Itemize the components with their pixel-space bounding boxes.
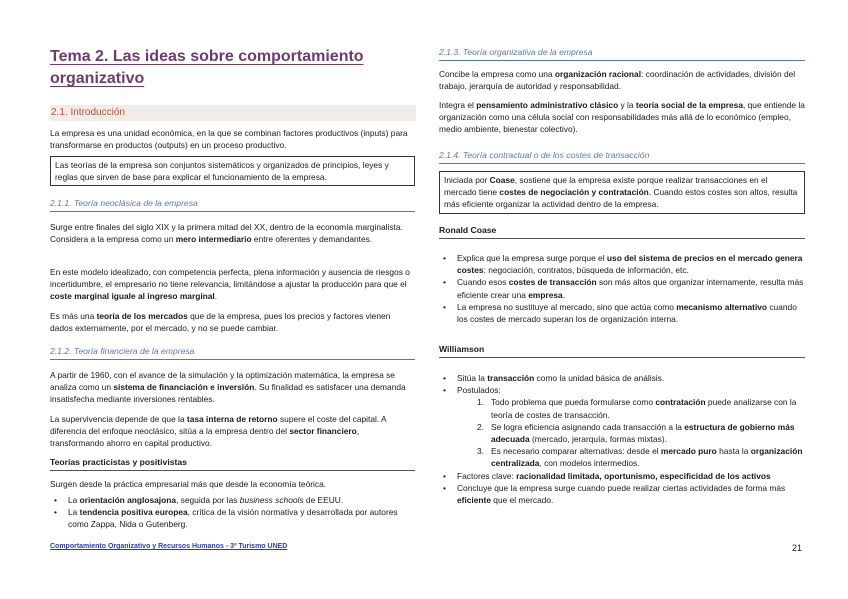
- list-item: • Concluye que la empresa surge cuando puede realizar ciertas actividades de forma más eficiente que el mercado.: [439, 482, 805, 506]
- list-item: • Cuando esos costes de transacción son más altos que organizar internamente, resulta más eficiente crear una empresa.: [439, 276, 805, 300]
- williamson-list: [439, 372, 805, 506]
- list-item: • Postulados:: [439, 384, 805, 396]
- list-item: • La orientación anglosajona, seguida por las business schools de EEUU.: [50, 494, 415, 506]
- intro-paragraph: La empresa es una unidad económica, en la que se combinan factores productivos (inputs) para transformarse en productos (outputs) en un proceso productivo.: [50, 128, 408, 151]
- list-item: • Explica que la empresa surge porque el uso del sistema de precios en el mercado genera costes: negociación, contratos, búsqueda de información, etc.: [439, 252, 805, 276]
- practical-paragraph: Surgen desde la práctica empresarial más que desde la economía teórica.: [50, 479, 327, 489]
- practical-heading: Teorías practicistas y positivistas: [50, 457, 415, 471]
- williamson-heading: Williamson: [439, 344, 805, 358]
- neoclassic-paragraph-3: Es más una teoría de los mercados que de la empresa, pues los precios y factores vienen dados externamente, por el mercado, y no se puede cambiar.: [50, 311, 391, 334]
- financial-paragraph-2: La supervivencia depende de que la tasa interna de retorno supere el coste del capital. A diferencia del enfoque neoclásico, sitúa a la empresa dentro del sector financiero, transformando ahorro en capital productivo.: [50, 414, 387, 449]
- coase-list: [439, 252, 805, 325]
- list-item: • La empresa no sustituye al mercado, sino que actúa como mecanismo alternativo cuando los costes de mercado superan los de organización interna.: [439, 301, 805, 325]
- organizational-paragraph-1: Concibe la empresa como una organización racional: coordinación de actividades, división del trabajo, jerarquía de autoridad y responsabilidad.: [439, 69, 796, 92]
- list-item: • Factores clave: racionalidad limitada, oportunismo, especificidad de los activos: [439, 470, 805, 482]
- contractual-heading: 2.1.4. Teoría contractual o de los costes de transacción: [439, 150, 805, 164]
- postulates-list: [439, 396, 805, 469]
- list-item: • Sitúa la transacción como la unidad básica de análisis.: [439, 372, 805, 384]
- footer-link[interactable]: Comportamiento Organizativo y Recursos Humanos - 3º Turismo UNED: [50, 543, 288, 550]
- organizational-heading: 2.1.3. Teoría organizativa de la empresa: [439, 47, 805, 61]
- coase-heading: Ronald Coase: [439, 225, 805, 239]
- list-item: 2. Se logra eficiencia asignando cada transacción a la estructura de gobierno más adecuada (mercado, jerarquía, formas mixtas).: [477, 421, 795, 445]
- page-number: 21: [792, 543, 803, 553]
- list-item: 1. Todo problema que pueda formularse como contratación puede analizarse con la teoría de costes de transacción.: [477, 397, 797, 420]
- page-title: Tema 2. Las ideas sobre comportamiento organizativo: [50, 48, 364, 87]
- intro-definition-box: Las teorías de la empresa son conjuntos sistemáticos y organizados de principios, leyes y reglas que sirven de base para explicar el funcionamiento de la empresa.: [50, 156, 415, 186]
- neoclassic-heading: 2.1.1. Teoría neoclásica de la empresa: [50, 198, 415, 212]
- organizational-paragraph-2: Integra el pensamiento administrativo clásico y la teoría social de la empresa, que entiende la organización como una célula social con responsabilidades más allá de lo económico (empleo, medio ambiente, bienestar colectivo).: [439, 100, 805, 135]
- financial-paragraph-1: A partir de 1960, con el avance de la simulación y la optimización matemática, la empresa se analiza como un sistema de financiación e inversión. Su finalidad es satisfacer una demanda insatisfecha mediante inversiones rentables.: [50, 370, 406, 405]
- list-item: 3. Es necesario comparar alternativas: desde el mercado puro hasta la organización centralizada, con modelos intermedios.: [477, 446, 803, 469]
- neoclassic-paragraph-1: Surge entre finales del siglo XIX y la primera mitad del XX, dentro de la economía marginalista. Considera a la empresa como un mero intermediario entre oferentes y demandantes.: [50, 222, 403, 245]
- financial-heading: 2.1.2. Teoría financiera de la empresa: [50, 346, 415, 360]
- practical-list: [50, 494, 415, 531]
- intro-heading: 2.1. Introducción: [50, 105, 416, 121]
- list-item: • La tendencia positiva europea, crítica de la visión normativa y desarrollada por autores como Zappa, Nida o Gutenberg.: [50, 506, 415, 530]
- contractual-box: Iniciada por Coase, sostiene que la empresa existe porque realizar transacciones en el mercado tiene costes de negociación y contratación. Cuando estos costes son altos, resulta más eficiente organizar la actividad dentro de la empresa.: [439, 171, 805, 214]
- neoclassic-paragraph-2: En este modelo idealizado, con competencia perfecta, plena información y ausencia de riesgos o incertidumbre, el empresario no tiene relevancia, limitándose a ajustar la producción para que el coste marginal iguale al ingreso marginal.: [50, 267, 410, 302]
